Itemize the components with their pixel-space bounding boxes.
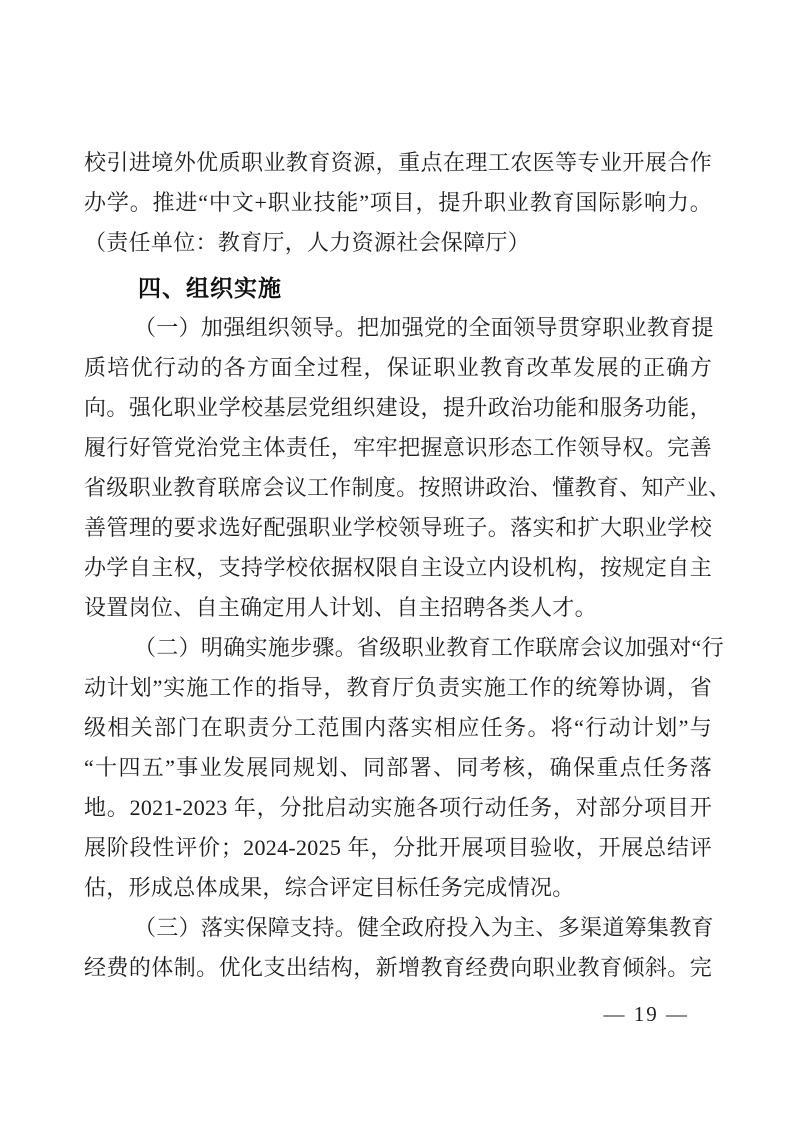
body-text: 把加强党的全面领导贯穿职业教育提 <box>357 315 714 340</box>
section-heading: 四、组织实施 <box>138 275 282 301</box>
clause-2-lead: （二）明确实施步骤。 <box>134 635 358 660</box>
paragraph-3-first-line <box>84 908 712 948</box>
paragraph-2-first-line <box>84 628 724 668</box>
body-line: 级相关部门在职责分工范围内落实相应任务。将“行动计划”与 <box>84 715 712 740</box>
paragraph-1-first-line <box>84 308 712 348</box>
clause-3-lead: （三）落实保障支持。 <box>134 915 358 940</box>
body-line: 质培优行动的各方面全过程，保证职业教育改革发展的正确方 <box>84 355 712 380</box>
body-line: 展阶段性评价；2024-2025 年，分批开展项目验收，开展总结评 <box>84 835 712 860</box>
body-line: 省级职业教育联席会议工作制度。按照讲政治、懂教育、知产业、 <box>84 475 731 500</box>
body-line: 办学自主权，支持学校依据权限自主设立内设机构，按规定自主 <box>84 555 712 580</box>
body-line: “十四五”事业发展同规划、同部署、同考核，确保重点任务落 <box>84 755 712 780</box>
body-line: 设置岗位、自主确定用人计划、自主招聘各类人才。 <box>84 595 597 620</box>
body-line: 估，形成总体成果，综合评定目标任务完成情况。 <box>84 875 575 900</box>
responsible-unit-line: （责任单位：教育厅，人力资源社会保障厅） <box>84 230 531 255</box>
document-body <box>84 143 731 988</box>
body-line: 善管理的要求选好配强职业学校领导班子。落实和扩大职业学校 <box>84 515 712 540</box>
body-line: 向。强化职业学校基层党组织建设，提升政治功能和服务功能， <box>84 395 712 420</box>
body-text: 健全政府投入为主、多渠道筹集教育 <box>357 915 714 940</box>
body-text: 省级职业教育工作联席会议加强对“行 <box>357 635 724 660</box>
body-line: 动计划”实施工作的指导，教育厅负责实施工作的统筹协调，省 <box>84 675 712 700</box>
body-line: 办学。推进“中文+职业技能”项目，提升职业教育国际影响力。 <box>84 190 712 215</box>
body-line: 地。2021-2023 年，分批启动实施各项行动任务，对部分项目开 <box>84 795 712 820</box>
body-line: 经费的体制。优化支出结构，新增教育经费向职业教育倾斜。完 <box>84 955 712 980</box>
body-line: 校引进境外优质职业教育资源，重点在理工农医等专业开展合作 <box>84 150 712 175</box>
clause-1-lead: （一）加强组织领导。 <box>134 315 358 340</box>
body-line: 履行好管党治党主体责任，牢牢把握意识形态工作领导权。完善 <box>84 435 712 460</box>
page-number: — 19 — <box>603 1002 689 1026</box>
